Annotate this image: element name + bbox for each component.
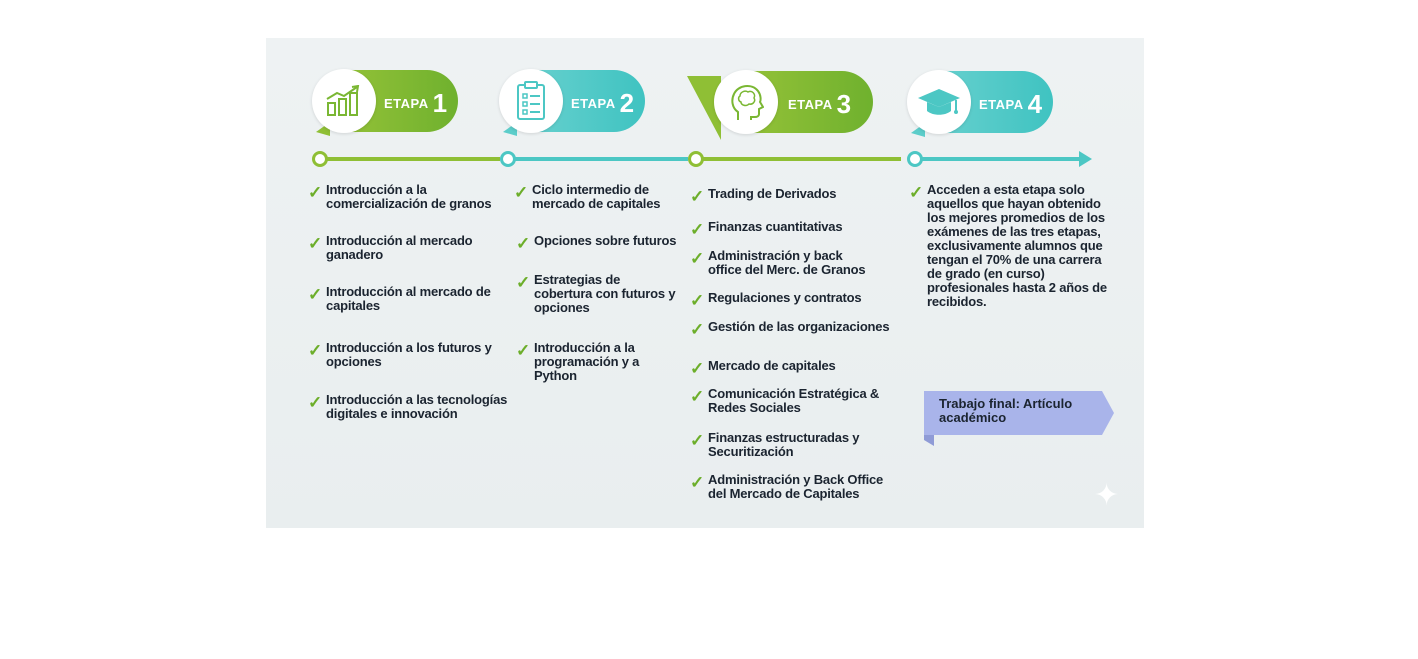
check-icon: ✓ <box>690 387 705 406</box>
etapa-4-description: ✓ Acceden a esta etapa solo aquellos que hayan obtenido los mejores promedios de los exámenes de las tres etapas, exclusivamente alumnos que tengan el 70% de una carrera de grado (en curso) profesionales hasta 2 años de recibidos. <box>909 182 1107 309</box>
stage-3-number: 3 <box>836 89 852 119</box>
timeline-segment-3 <box>696 157 901 161</box>
roadmap-canvas <box>266 38 1144 528</box>
check-icon: ✓ <box>690 431 705 450</box>
timeline-arrow-head <box>1079 151 1092 167</box>
final-work-tag <box>924 391 1114 435</box>
check-icon: ✓ <box>909 183 924 202</box>
list-item: ✓ Introducción a la programación y a Python <box>516 340 640 383</box>
clipboard-list-icon <box>499 69 563 133</box>
check-icon: ✓ <box>516 273 531 292</box>
list-item: ✓ Introducción a los futuros y opciones <box>308 340 492 369</box>
graduation-cap-icon <box>907 70 971 134</box>
list-item: ✓ Introducción al mercado ganadero <box>308 233 473 262</box>
check-icon: ✓ <box>690 187 705 206</box>
timeline-segment-1 <box>320 157 500 161</box>
list-item: ✓ Trading de Derivados <box>690 186 837 206</box>
brain-head-icon <box>714 70 778 134</box>
list-item: ✓ Administración y Back Office del Mercado de Capitales <box>690 472 884 501</box>
check-icon: ✓ <box>308 234 323 253</box>
timeline-node-2 <box>500 151 516 167</box>
list-item: ✓ Introducción al mercado de capitales <box>308 284 491 313</box>
stage-4-number: 4 <box>1027 89 1043 119</box>
stage-2-number: 2 <box>619 88 635 118</box>
list-item: ✓ Mercado de capitales <box>690 358 836 378</box>
stage-4-pill <box>911 71 1053 133</box>
list-item: ✓ Introducción a la comercialización de granos <box>308 182 492 211</box>
list-item: ✓ Finanzas cuantitativas <box>690 219 843 239</box>
list-item: ✓ Introducción a las tecnologías digitales e innovación <box>308 392 508 421</box>
check-icon: ✓ <box>690 291 705 310</box>
stage-3-pill <box>718 71 873 133</box>
check-icon: ✓ <box>690 359 705 378</box>
stage-3-label: ETAPA <box>788 97 833 112</box>
check-icon: ✓ <box>690 220 705 239</box>
timeline-segment-2 <box>508 157 688 161</box>
chart-growth-icon <box>312 69 376 133</box>
list-item: ✓ Administración y back office del Merc. de Granos <box>690 248 866 277</box>
check-icon: ✓ <box>308 183 323 202</box>
list-item: ✓ Ciclo intermedio de mercado de capitales <box>514 182 661 211</box>
check-icon: ✓ <box>308 285 323 304</box>
check-icon: ✓ <box>308 393 323 412</box>
check-icon: ✓ <box>514 183 529 202</box>
stage-1-pill <box>316 70 458 132</box>
stage-2-label: ETAPA <box>571 96 616 111</box>
list-item: ✓ Opciones sobre futuros <box>516 233 677 253</box>
check-icon: ✓ <box>516 234 531 253</box>
stage-2-pill <box>503 70 645 132</box>
list-item: ✓ Finanzas estructuradas y Securitización <box>690 430 860 459</box>
timeline-node-4 <box>907 151 923 167</box>
check-icon: ✓ <box>690 249 705 268</box>
sparkle-icon: ✦ <box>1094 479 1120 512</box>
list-item: ✓ Comunicación Estratégica & Redes Sociales <box>690 386 880 415</box>
check-icon: ✓ <box>308 341 323 360</box>
timeline-segment-4 <box>910 157 1080 161</box>
final-work-label: Trabajo final: Artículo académico <box>939 396 1073 425</box>
stage-1-label: ETAPA <box>384 96 429 111</box>
check-icon: ✓ <box>516 341 531 360</box>
check-icon: ✓ <box>690 473 705 492</box>
timeline-node-3 <box>688 151 704 167</box>
stage-1-number: 1 <box>432 88 448 118</box>
check-icon: ✓ <box>690 320 705 339</box>
stage-4-label: ETAPA <box>979 97 1024 112</box>
timeline-node-1 <box>312 151 328 167</box>
list-item: ✓ Regulaciones y contratos <box>690 290 862 310</box>
list-item: ✓ Estrategias de cobertura con futuros y opciones <box>516 272 676 315</box>
list-item: ✓ Gestión de las organizaciones <box>690 319 890 339</box>
